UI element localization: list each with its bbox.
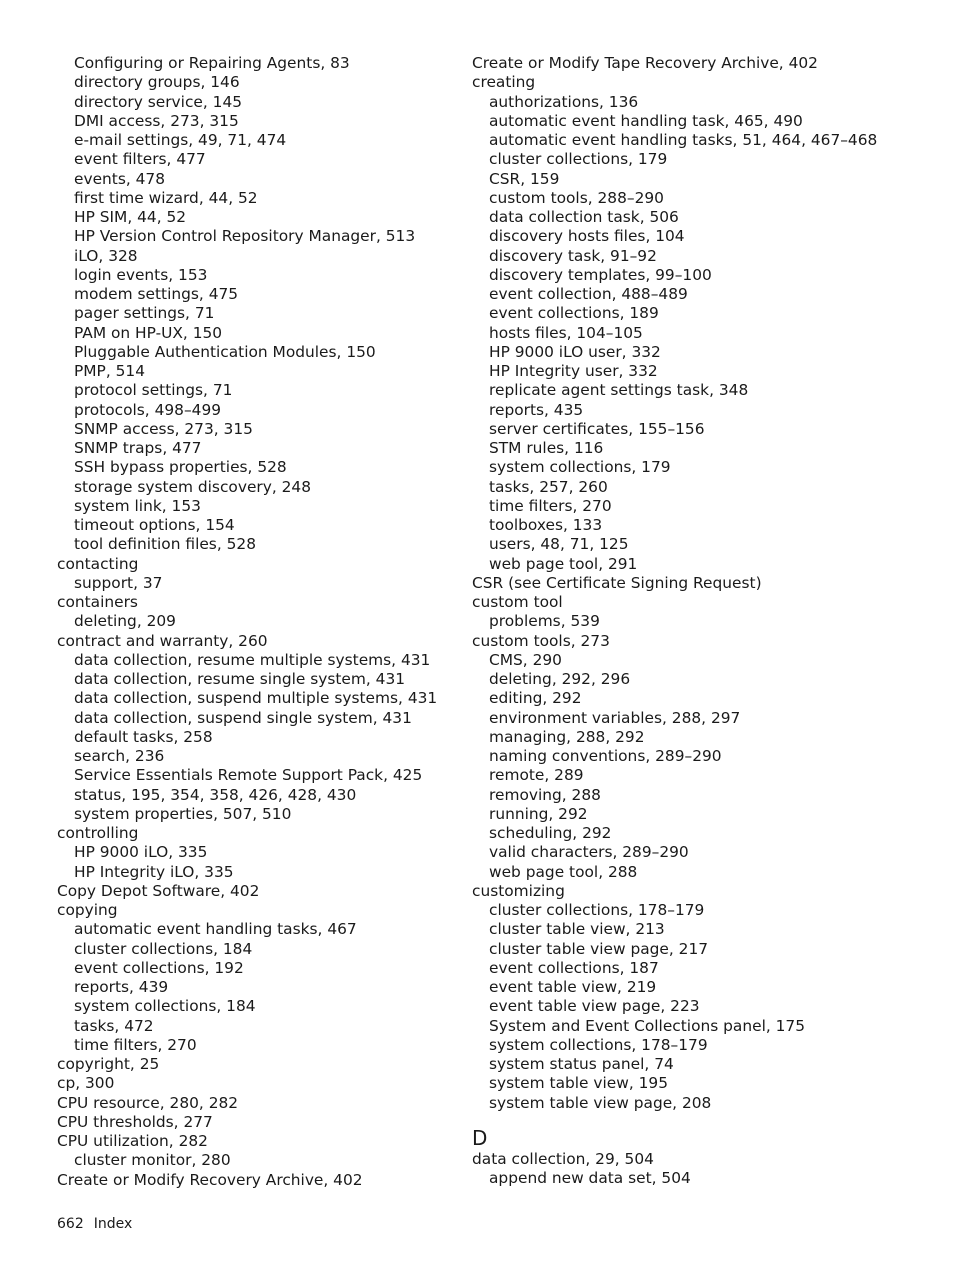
index-subentry: cluster collections, 178–179: [489, 901, 705, 919]
index-subentry: cluster monitor, 280: [74, 1151, 231, 1170]
index-entry: creating: [472, 73, 536, 92]
index-subentry: protocol settings, 71: [74, 381, 233, 400]
index-subentry: CMS, 290: [489, 650, 562, 669]
index-subentry: HP SIM, 44, 52: [74, 208, 187, 226]
index-subentry: Service Essentials Remote Support Pack, 425: [74, 766, 423, 785]
index-subentry: time filters, 270: [74, 1035, 197, 1054]
index-subentry: modem settings, 475: [74, 285, 239, 303]
index-subentry: server certificates, 155–156: [489, 419, 705, 438]
index-subentry: discovery hosts files, 104: [489, 227, 685, 246]
index-entry: contacting: [57, 554, 139, 573]
index-subentry: event collections, 192: [74, 958, 244, 977]
index-subentry: iLO, 328: [74, 246, 138, 265]
index-subentry: first time wizard, 44, 52: [74, 188, 258, 207]
index-subentry: Pluggable Authentication Modules, 150: [74, 342, 376, 361]
index-subentry: hosts files, 104–105: [489, 323, 643, 342]
index-subentry: Configuring or Repairing Agents, 83: [74, 54, 350, 72]
index-subentry: HP 9000 iLO, 335: [74, 843, 208, 862]
index-subentry: event table view page, 223: [489, 997, 700, 1016]
index-subentry: HP Integrity iLO, 335: [74, 862, 234, 881]
index-subentry: tool definition files, 528: [74, 535, 256, 554]
index-column-left: [57, 54, 457, 1190]
index-subentry: automatic event handling tasks, 467: [74, 920, 357, 939]
index-subentry: pager settings, 71: [74, 304, 215, 323]
index-subentry: cluster table view page, 217: [489, 939, 709, 958]
index-letter-heading: D: [472, 1125, 488, 1150]
index-subentry: timeout options, 154: [74, 516, 235, 534]
index-subentry: remote, 289: [489, 766, 584, 785]
index-subentry: reports, 439: [74, 978, 169, 996]
index-subentry: environment variables, 288, 297: [489, 708, 741, 727]
index-subentry: SNMP access, 273, 315: [74, 419, 253, 438]
index-subentry: discovery task, 91–92: [489, 246, 657, 265]
index-subentry: HP Version Control Repository Manager, 513: [74, 227, 416, 246]
index-subentry: DMI access, 273, 315: [74, 111, 239, 130]
index-entry: CSR (see Certificate Signing Request): [472, 573, 762, 592]
index-subentry: STM rules, 116: [489, 439, 604, 457]
index-entry: custom tool: [472, 593, 563, 611]
index-subentry: managing, 288, 292: [489, 727, 645, 746]
index-subentry: automatic event handling tasks, 51, 464, 467–468: [489, 131, 878, 149]
index-entry: controlling: [57, 824, 139, 842]
index-subentry: tasks, 472: [74, 1016, 154, 1035]
index-subentry: system collections, 178–179: [489, 1035, 708, 1054]
index-subentry: deleting, 292, 296: [489, 670, 631, 688]
index-subentry: event collections, 187: [489, 958, 659, 977]
footer-section-label: Index: [93, 1216, 133, 1232]
index-subentry: system properties, 507, 510: [74, 804, 292, 823]
index-subentry: protocols, 498–499: [74, 400, 222, 419]
index-subentry: data collection, resume single system, 431: [74, 670, 406, 688]
page-footer: [57, 1215, 132, 1233]
index-subentry: users, 48, 71, 125: [489, 535, 629, 554]
index-subentry: editing, 292: [489, 689, 582, 708]
index-subentry: cluster collections, 179: [489, 150, 668, 169]
index-subentry: web page tool, 288: [489, 862, 638, 881]
index-subentry: automatic event handling task, 465, 490: [489, 111, 803, 130]
index-subentry: PMP, 514: [74, 362, 146, 380]
index-subentry: append new data set, 504: [489, 1169, 691, 1187]
index-entry: CPU thresholds, 277: [57, 1112, 213, 1131]
index-subentry: cluster collections, 184: [74, 939, 253, 958]
index-subentry: cluster table view, 213: [489, 920, 665, 939]
index-entry: cp, 300: [57, 1074, 115, 1093]
index-subentry: events, 478: [74, 169, 166, 188]
index-subentry: authorizations, 136: [489, 92, 639, 111]
index-entry: data collection, 29, 504: [472, 1149, 654, 1168]
index-subentry: running, 292: [489, 804, 588, 823]
index-subentry: valid characters, 289–290: [489, 843, 689, 862]
index-entry: contract and warranty, 260: [57, 631, 268, 650]
index-subentry: system link, 153: [74, 496, 201, 515]
index-subentry: PAM on HP-UX, 150: [74, 323, 223, 342]
index-subentry: web page tool, 291: [489, 554, 638, 573]
index-subentry: data collection, suspend single system, 431: [74, 708, 412, 727]
index-subentry: HP Integrity user, 332: [489, 362, 658, 380]
index-subentry: system status panel, 74: [489, 1055, 674, 1073]
index-subentry: naming conventions, 289–290: [489, 747, 722, 765]
index-entry: customizing: [472, 881, 565, 900]
page-number: 662: [57, 1216, 84, 1232]
index-subentry: HP 9000 iLO user, 332: [489, 342, 661, 361]
index-subentry: discovery templates, 99–100: [489, 265, 712, 284]
index-entry: copyright, 25: [57, 1055, 160, 1073]
index-subentry: System and Event Collections panel, 175: [489, 1016, 806, 1035]
index-subentry: tasks, 257, 260: [489, 477, 608, 496]
index-subentry: directory service, 145: [74, 92, 243, 111]
index-subentry: event collections, 189: [489, 304, 659, 323]
index-subentry: removing, 288: [489, 785, 601, 804]
index-subentry: e-mail settings, 49, 71, 474: [74, 131, 287, 149]
index-entry: copying: [57, 901, 118, 919]
index-subentry: custom tools, 288–290: [489, 188, 664, 207]
index-subentry: data collection, suspend multiple systems, 431: [74, 689, 438, 708]
index-subentry: system table view page, 208: [489, 1093, 712, 1112]
index-entry: Copy Depot Software, 402: [57, 881, 260, 900]
index-subentry: support, 37: [74, 573, 163, 592]
index-subentry: time filters, 270: [489, 496, 612, 515]
index-entry: CPU resource, 280, 282: [57, 1093, 239, 1112]
index-entry: CPU utilization, 282: [57, 1132, 208, 1150]
index-subentry: storage system discovery, 248: [74, 477, 312, 496]
index-subentry: event filters, 477: [74, 150, 206, 169]
index-subentry: system collections, 179: [489, 458, 671, 477]
index-subentry: SNMP traps, 477: [74, 439, 202, 457]
index-subentry: default tasks, 258: [74, 727, 213, 746]
index-subentry: event collection, 488–489: [489, 285, 688, 303]
index-entry: containers: [57, 593, 138, 611]
index-subentry: CSR, 159: [489, 169, 560, 188]
index-entry: Create or Modify Recovery Archive, 402: [57, 1170, 363, 1189]
index-subentry: problems, 539: [489, 612, 600, 631]
index-subentry: data collection, resume multiple systems, 431: [74, 650, 431, 669]
index-subentry: data collection task, 506: [489, 208, 679, 226]
index-subentry: deleting, 209: [74, 612, 176, 631]
index-subentry: search, 236: [74, 747, 165, 765]
index-subentry: status, 195, 354, 358, 426, 428, 430: [74, 785, 357, 804]
index-entry: custom tools, 273: [472, 631, 610, 650]
index-subentry: reports, 435: [489, 400, 584, 419]
index-column-right: [472, 54, 942, 1188]
index-subentry: SSH bypass properties, 528: [74, 458, 287, 477]
index-subentry: login events, 153: [74, 265, 208, 284]
index-subentry: system collections, 184: [74, 997, 256, 1016]
index-entry: Create or Modify Tape Recovery Archive, 402: [472, 54, 818, 72]
index-subentry: directory groups, 146: [74, 73, 240, 92]
index-subentry: event table view, 219: [489, 978, 657, 996]
index-subentry: scheduling, 292: [489, 824, 612, 842]
index-subentry: toolboxes, 133: [489, 516, 603, 534]
index-subentry: system table view, 195: [489, 1074, 669, 1093]
index-subentry: replicate agent settings task, 348: [489, 381, 749, 400]
